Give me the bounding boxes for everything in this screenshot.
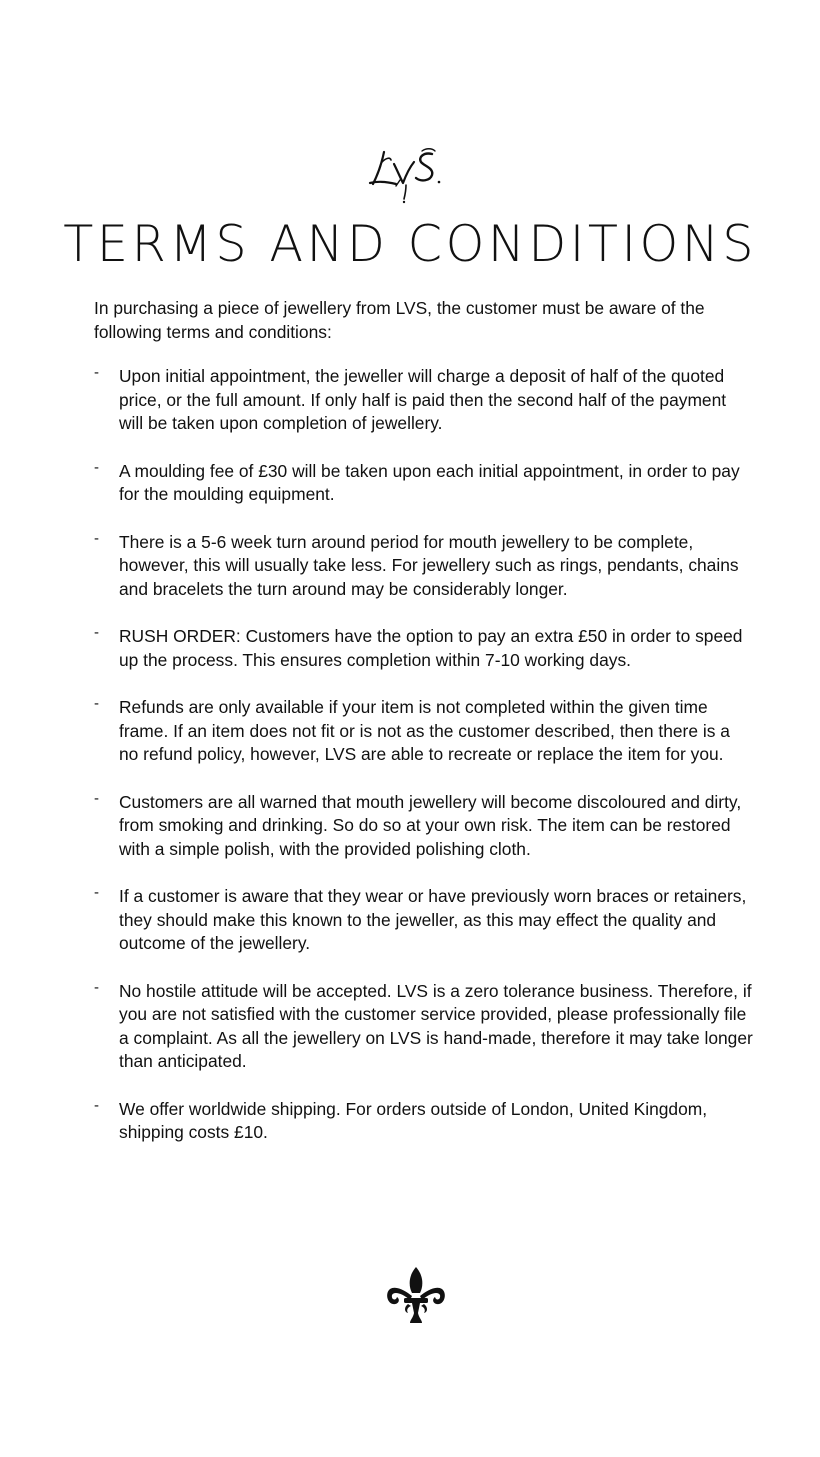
bullet-dash: -: [94, 529, 99, 547]
term-text: A moulding fee of £30 will be taken upon each initial appointment, in order to pay for the moulding equipment.: [119, 460, 740, 504]
term-text: Refunds are only available if your item is not completed within the given time frame. If an item does not fit or is not as the customer described, then there is a no refund policy, however, LVS are able to recreate or replace the item for you.: [119, 697, 730, 764]
term-item: [94, 460, 754, 507]
bullet-dash: -: [94, 789, 99, 807]
bullet-dash: -: [94, 364, 99, 381]
term-text: If a customer is aware that they wear or have previously worn braces or retainers, they should make this known to the jeweller, as this may effect the quality and outcome of the jewellery.: [119, 886, 747, 953]
term-item: [94, 791, 754, 862]
term-item: [94, 980, 754, 1074]
bullet-dash: -: [94, 978, 99, 996]
term-item: [94, 1098, 754, 1145]
page-title: [0, 214, 820, 274]
term-text: We offer worldwide shipping. For orders outside of London, United Kingdom, shipping costs £10.: [119, 1098, 708, 1142]
term-text: No hostile attitude will be accepted. LVS is a zero tolerance business. Therefore, if you are not satisfied with the customer service provided, please professionally file a complaint. As all the jewellery on LVS is hand-made, therefore it may take longer than anticipated.: [119, 980, 753, 1071]
fleur-de-lis-icon: [384, 1263, 448, 1327]
term-item: [94, 696, 754, 767]
intro-paragraph: In purchasing a piece of jewellery from LVS, the customer must be aware of the following terms and conditions:: [94, 298, 705, 342]
term-text: Upon initial appointment, the jeweller will charge a deposit of half of the quoted price, or the full amount. If only half is paid then the second half of the payment will be taken upon completion of jewellery.: [119, 366, 727, 433]
bullet-dash: -: [94, 695, 99, 712]
term-item: [94, 885, 754, 956]
term-item: [94, 625, 754, 672]
page-title-text: TERMS AND CONDITIONS: [63, 215, 757, 273]
term-text: Customers are all warned that mouth jewellery will become discoloured and dirty, from smoking and drinking. So do so at your own risk. The item can be restored with a simple polish, with the provided polishing cloth.: [119, 791, 742, 859]
term-text: There is a 5-6 week turn around period for mouth jewellery to be complete, however, this will usually take less. For jewellery such as rings, pendants, chains and bracelets the turn around may be considerably longer.: [119, 531, 739, 599]
bullet-dash: -: [94, 458, 99, 476]
terms-list: [94, 365, 754, 1145]
lvs-logo-icon: [360, 140, 460, 206]
term-item: [94, 365, 754, 436]
bullet-dash: -: [94, 884, 99, 901]
bullet-dash: -: [94, 624, 99, 641]
bullet-dash: -: [94, 1096, 99, 1114]
term-text: RUSH ORDER: Customers have the option to pay an extra £50 in order to speed up the process. This ensures completion within 7-10 working days.: [119, 626, 743, 670]
term-item: [94, 531, 754, 602]
